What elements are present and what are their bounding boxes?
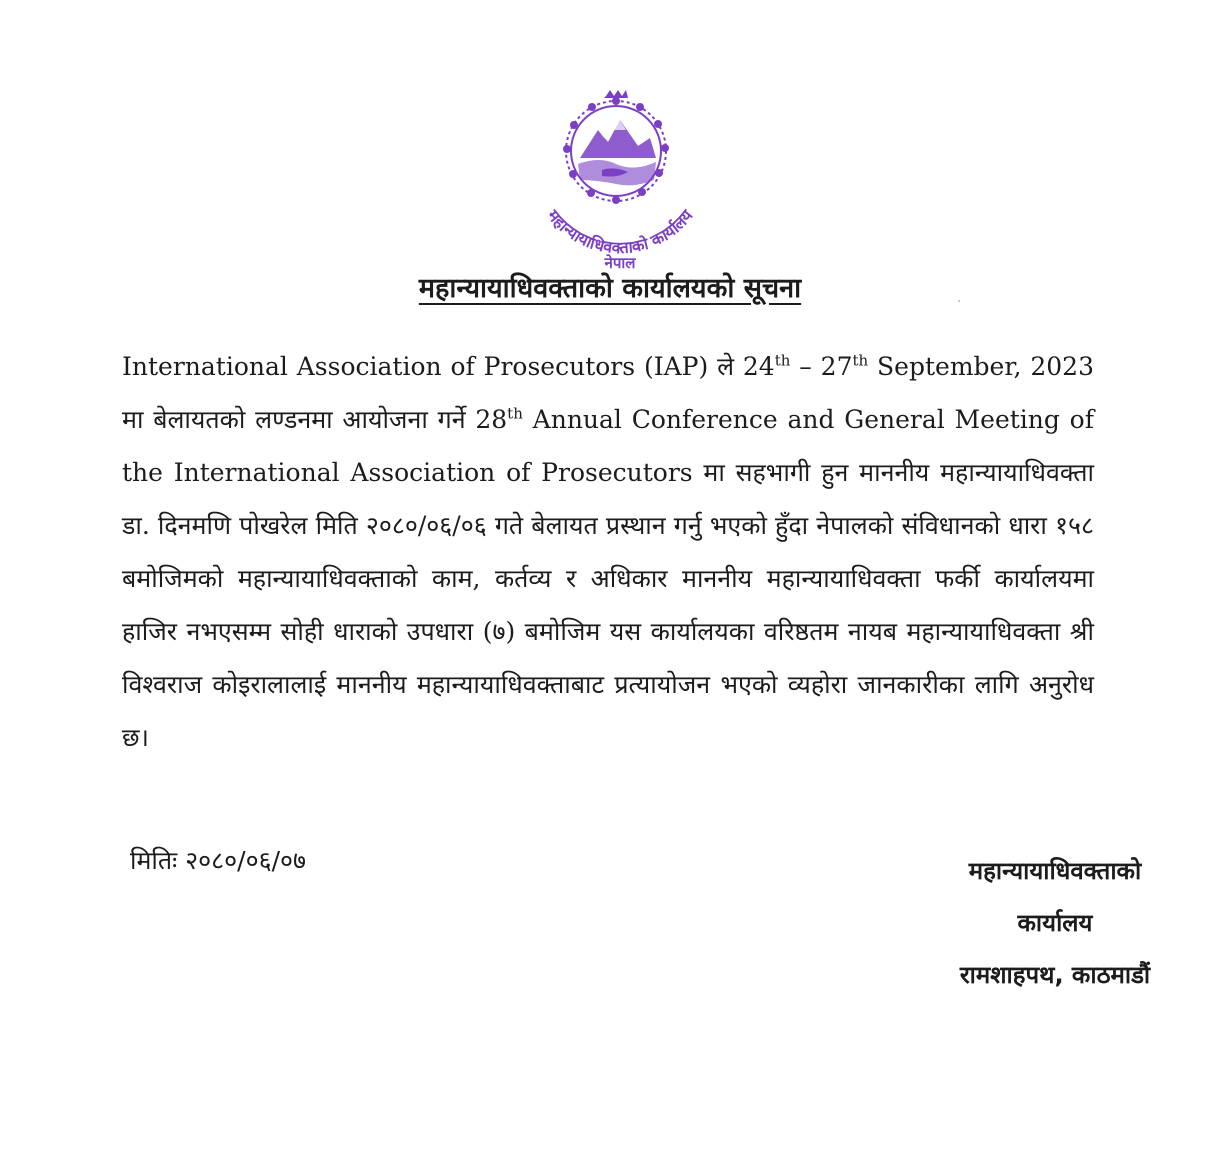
body-text-segment: September, 2023 मा बेलायतको लण्डनमा आयोजना गर्ने 28 [122,352,1094,434]
notice-body [122,340,1094,764]
notice-title: महान्यायाधिवक्ताको कार्यालयको सूचना [418,273,802,304]
signature-line-address: रामशाहपथ, काठमाडौं [959,961,1151,989]
body-text-segment: – 27 [790,352,853,381]
notice-date: मितिः २०८०/०६/०७ [130,846,306,875]
ordinal-suffix: th [774,351,791,370]
emblem-bottom-text: नेपाल [604,254,636,272]
ordinal-suffix: th [507,404,523,423]
body-text-segment: International Association of Prosecutors (IAP) ले 24 [122,352,775,381]
signature-line-office: महान्यायाधिवक्ताको [968,857,1142,885]
ordinal-suffix: th [852,351,869,370]
signature-block [905,845,1205,1001]
office-emblem [510,88,730,278]
body-text-segment: Annual Conference and General Meeting of the International Association of Prosecutors मा सहभागी हुन माननीय महान्यायाधिवक्ता डा. दिनमणि पोखरेल मिति २०८०/०६/०६ गते बेलायत प्रस्थान गर्नु भएको हुँदा नेपालको संविधानको धारा १५८ बमोजिमको महान्यायाधिवक्ताको काम, कर्तव्य र अधिकार माननीय महान्यायाधिवक्ता फर्की कार्यालयमा हाजिर नभएसम्म सोही धाराको उपधारा (७) बमोजिम यस कार्यालयका वरिष्ठतम नायब महान्यायाधिवक्ता श्री विश्वराज कोइरालालाई माननीय महान्यायाधिवक्ताबाट प्रत्यायोजन भएको व्यहोरा जानकारीका लागि अनुरोध छ। [122,405,1094,752]
emblem-arc-text: महान्यायाधिवक्ताको कार्यालय [543,206,697,258]
scan-speck [958,300,960,302]
signature-line-office-type: कार्यालय [1017,909,1093,937]
